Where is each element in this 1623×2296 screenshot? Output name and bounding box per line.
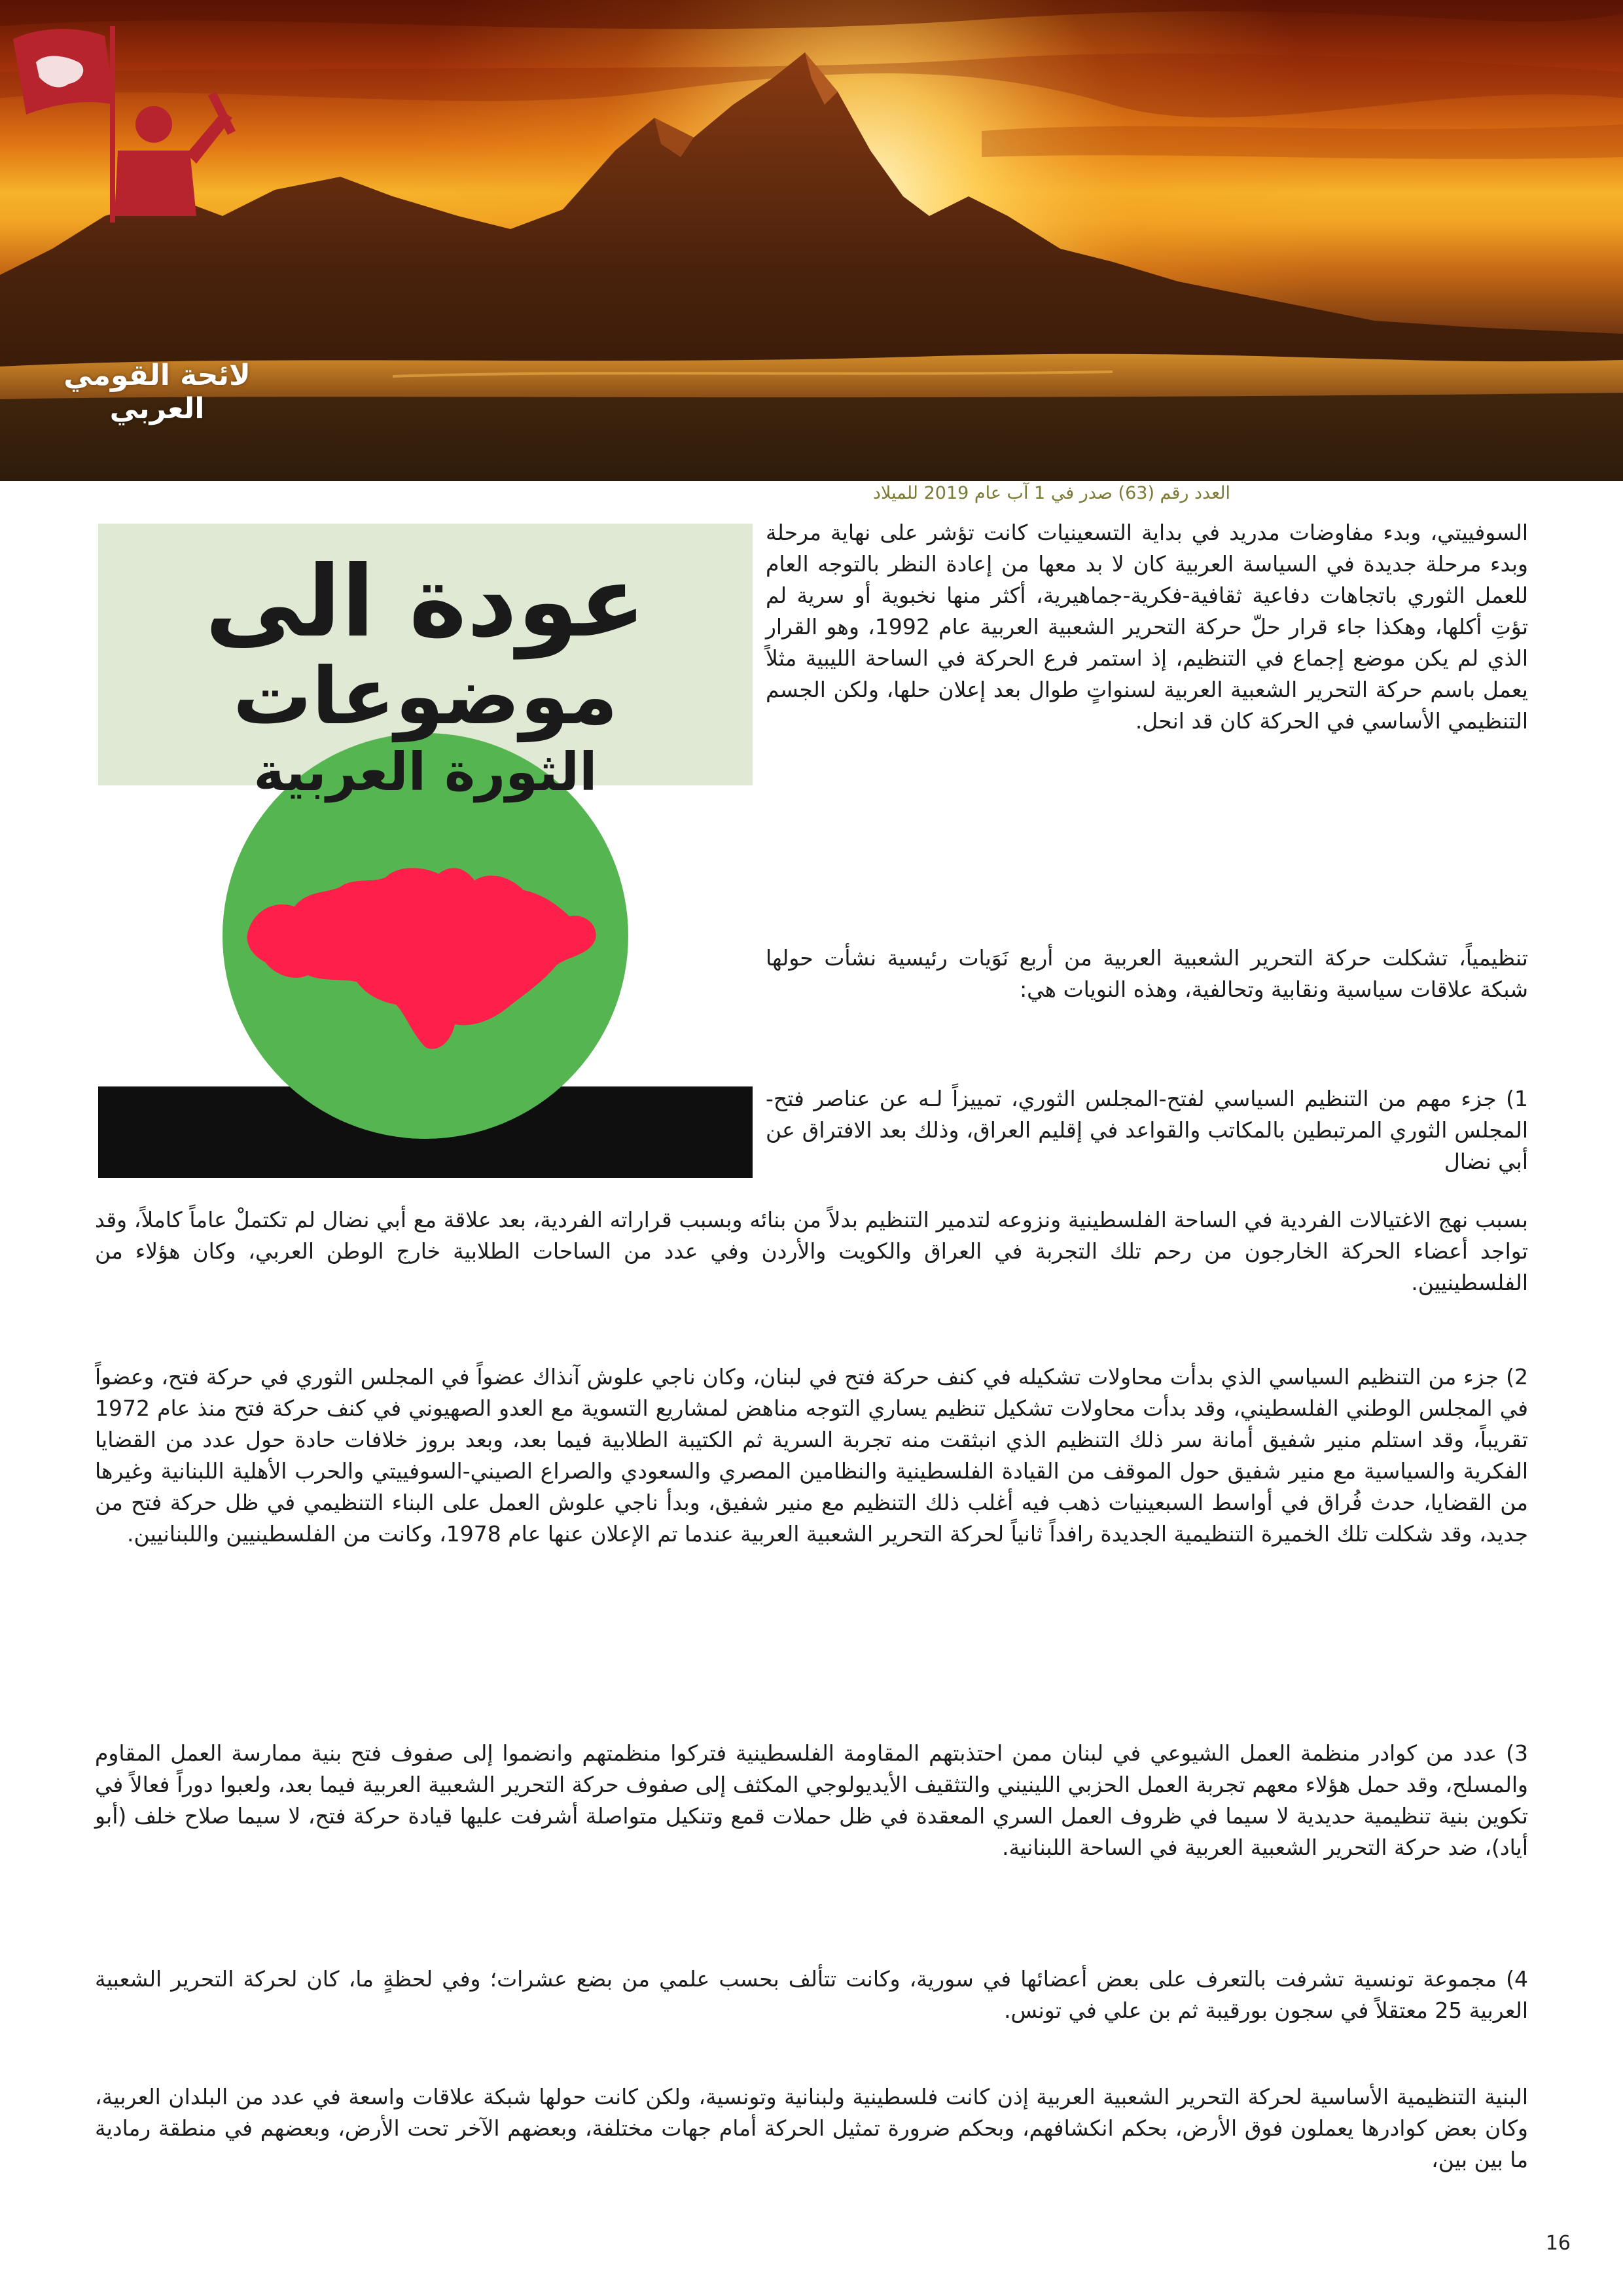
cover-title-line-3: الثورة العربية [253,742,597,802]
article-paragraph-3a: 1) جزء مهم من التنظيم السياسي لفتح-المجلس الثوري، تمييزاً لـه عن عناصر فتح-المجلس الثوري المرتبطين بالمكاتب والقواعد في إقليم العراق، وذلك بعد الافتراق عن أبي نضال [766,1086,1528,1174]
logo-caption: لائحة القومي العربي [63,359,251,425]
header-banner [0,0,1623,481]
article-paragraph-7: البنية التنظيمية الأساسية لحركة التحرير الشعبية العربية إذن كانت فلسطينية ولبنانية وتونسية، ولكن كانت حولها شبكة علاقات واسعة في عدد من البلدان العربية، وكان بعض كوادرها يعملون فوق الأرض، بحكم انكشافهم، وبحكم ضرورة تمثيل الحركة أمام جهات مختلفة، وبعضهم الآخر تحت الأرض، وبعضهم في منطقة رمادية ما بين بين، [95,2084,1528,2172]
article-paragraph-2: تنظيمياً، تشكلت حركة التحرير الشعبية العربية من أربع نَوَيات رئيسية نشأت حولها شبكة علاقات سياسية ونقابية وتحالفية، وهذه النويات هي: [766,945,1528,1002]
cover-title-line-1: عودة الى [205,545,646,659]
article-paragraph-5: 3) عدد من كوادر منظمة العمل الشيوعي في لبنان ممن احتذبتهم المقاومة الفلسطينية فتركوا منظمتهم وانضموا إلى صفوف فتح بنية ممارسة العمل المقاوم والمسلح، وقد حمل هؤلاء معهم تجربة العمل الحزبي اللينيني والتثقيف الأيديولوجي المكثف إلى صفوف حركة التحرير الشعبية العربية فيما بعد، ولعبوا دوراً فعالاً في تكوين بنية تنظيمية حديدية لا سيما في ظروف العمل السري المعقدة في ظل حملات قمع وتنكيل متواصلة أشرفت عليها قيادة حركة فتح، لا سيما صلاح خلف (أبو أياد)، ضد حركة التحرير الشعبية العربية في الساحة اللبنانية. [95,1740,1528,1860]
book-cover-image [98,524,753,1178]
issue-info: العدد رقم (63) صدر في 1 آب عام 2019 للميلاد [872,483,1230,503]
cover-title-line-2: موضوعات [232,651,618,742]
article-paragraph-1: السوفييتي، وبدء مفاوضات مدريد في بداية التسعينيات كانت تؤشر على نهاية مرحلة وبدء مرحلة جديدة في السياسة العربية كان لا بد معها من إعادة النظر بالتوجه العام للعمل الثوري باتجاهات دفاعية ثقافية-فكرية-جماهيرية، أكثر منها نخبوية أو سرية لم تؤتِ أكلها، وهكذا جاء قرار حلّ حركة التحرير الشعبية العربية عام 1992، وهو القرار الذي لم يكن موضع إجماع في التنظيم، إذ استمر فرع الحركة في الساحة الليبية مثلاً يعمل باسم حركة التحرير الشعبية العربية لسنواتٍ طوال بعد إعلان حلها، ولكن الجسم التنظيمي الأساسي في الحركة كان قد انحل. [766,520,1529,734]
page-number: 16 [1545,2232,1571,2255]
logo-icon [0,0,275,249]
article-paragraph-3b: بسبب نهج الاغتيالات الفردية في الساحة الفلسطينية ونزوعه لتدمير التنظيم بدلاً من بنائه وبسبب قراراته الفردية، بعد علاقة مع أبي نضال لم تكتملْ عاماً كاملاً، وقد تواجد أعضاء الحركة الخارجون من رحم تلك التجربة في العراق والكويت والأردن وفي عدد من الساحات الطلابية خارج الوطن العربي، وكان هؤلاء من الفلسطينيين. [95,1207,1528,1295]
cover-title [111,545,740,805]
article-paragraph-4: 2) جزء من التنظيم السياسي الذي بدأت محاولات تشكيله في كنف حركة فتح في لبنان، وكان ناجي علوش آنذاك عضواً في المجلس الثوري في حركة فتح، وعضواً في المجلس الوطني الفلسطيني، وقد بدأت محاولات تشكيل تنظيم يساري التوجه مناهض لمشاريع التسوية مع العدو الصهيوني في كنف حركة فتح منذ عام 1972 تقريباً، وقد استلم منير شفيق أمانة سر ذلك التنظيم الذي انبثقت منه تجربة السرية ثم الكتيبة الطلابية فيما بعد، وبعد بروز خلافات حادة حول عدد من القضايا الفكرية والسياسية مع منير شفيق حول الموقف من القيادة الفلسطينية والنظامين المصري والسعودي والصراع الصيني-السوفييتي والحرب الأهلية اللبنانية وغيرها من القضايا، حدث فُراق في أواسط السبعينيات ذهب فيه أغلب ذلك التنظيم مع منير شفيق، وبدأ ناجي علوش العمل على البناء التنظيمي في ظل حركة فتح من جديد، وقد شكلت تلك الخميرة التنظيمية الجديدة رافداً ثانياً لحركة التحرير الشعبية العربية عندما تم الإعلان عنها عام 1978، وكانت من الفلسطينيين واللبنانيين. [95,1364,1528,1547]
article-paragraph-6: 4) مجموعة تونسية تشرفت بالتعرف على بعض أعضائها في سورية، وكانت تتألف بحسب علمي من بضع عشرات؛ وفي لحظةٍ ما، كان لحركة التحرير الشعبية العربية 25 معتقلاً في سجون بورقيبة ثم بن علي في تونس. [95,1966,1528,2023]
